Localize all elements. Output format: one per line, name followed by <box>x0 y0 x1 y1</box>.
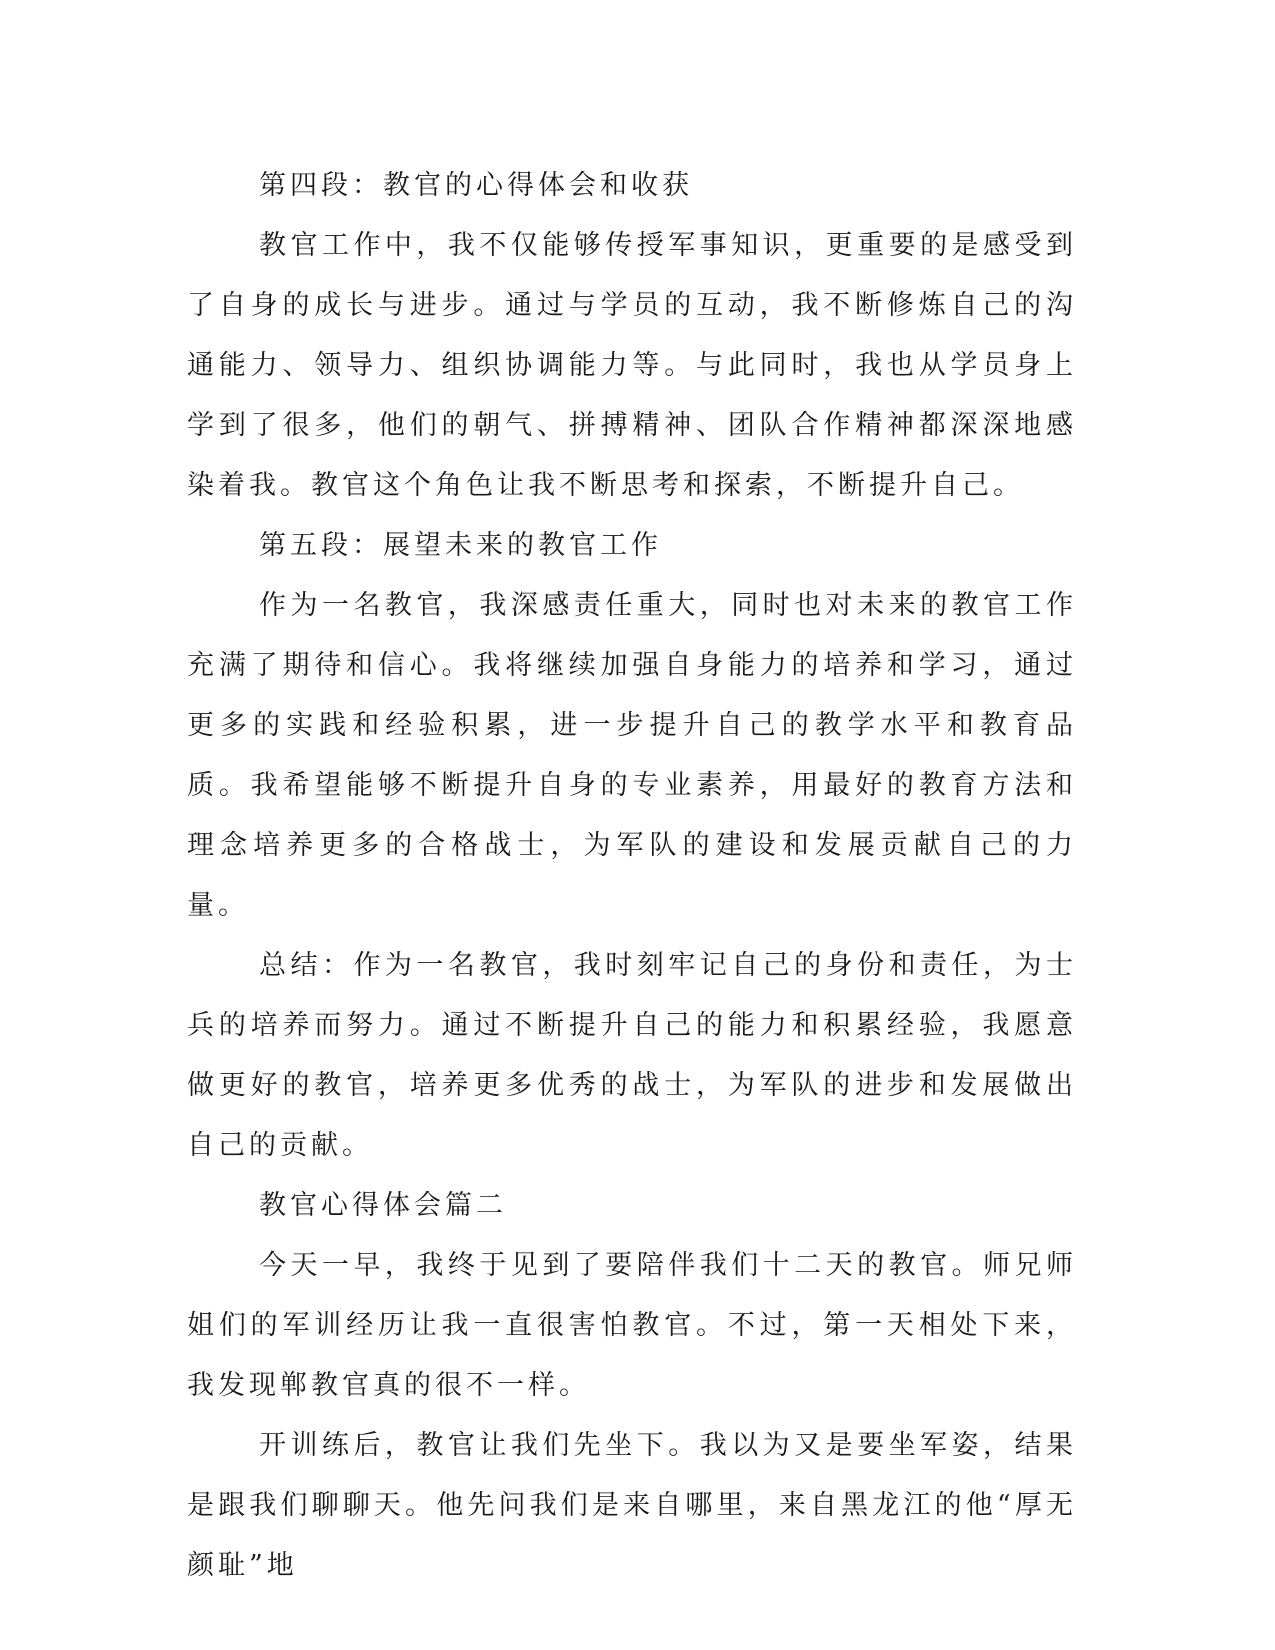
document-body <box>187 156 1077 1596</box>
paragraph-future-outlook: 作为一名教官，我深感责任重大，同时也对未来的教官工作充满了期待和信心。我将继续加强自身能力的培养和学习，通过更多的实践和经验积累，进一步提升自己的教学水平和教育品质。我希望能够不断提升自身的专业素养，用最好的教育方法和理念培养更多的合格战士，为军队的建设和发展贡献自己的力量。 <box>187 590 1077 921</box>
paragraph-instructor-growth: 教官工作中，我不仅能够传授军事知识，更重要的是感受到了自身的成长与进步。通过与学员的互动，我不断修炼自己的沟通能力、领导力、组织协调能力等。与此同时，我也从学员身上学到了很多，他们的朝气、拼搏精神、团队合作精神都深深地感染着我。教官这个角色让我不断思考和探索，不断提升自己。 <box>187 230 1077 501</box>
paragraph-summary: 总结：作为一名教官，我时刻牢记自己的身份和责任，为士兵的培养而努力。通过不断提升自己的能力和积累经验，我愿意做更好的教官，培养更多优秀的战士，为军队的进步和发展做出自己的贡献。 <box>187 950 1077 1161</box>
paragraph-first-day: 今天一早，我终于见到了要陪伴我们十二天的教官。师兄师姐们的军训经历让我一直很害怕教官。不过，第一天相处下来，我发现郸教官真的很不一样。 <box>187 1250 1077 1401</box>
article-two-title: 教官心得体会篇二 <box>259 1190 507 1221</box>
section-heading-5: 第五段：展望未来的教官工作 <box>259 530 662 561</box>
section-heading-4: 第四段：教官的心得体会和收获 <box>259 170 693 201</box>
paragraph-training-start: 开训练后，教官让我们先坐下。我以为又是要坐军姿，结果是跟我们聊聊天。他先问我们是来自哪里，来自黑龙江的他“厚无颜耻”地 <box>187 1430 1077 1581</box>
